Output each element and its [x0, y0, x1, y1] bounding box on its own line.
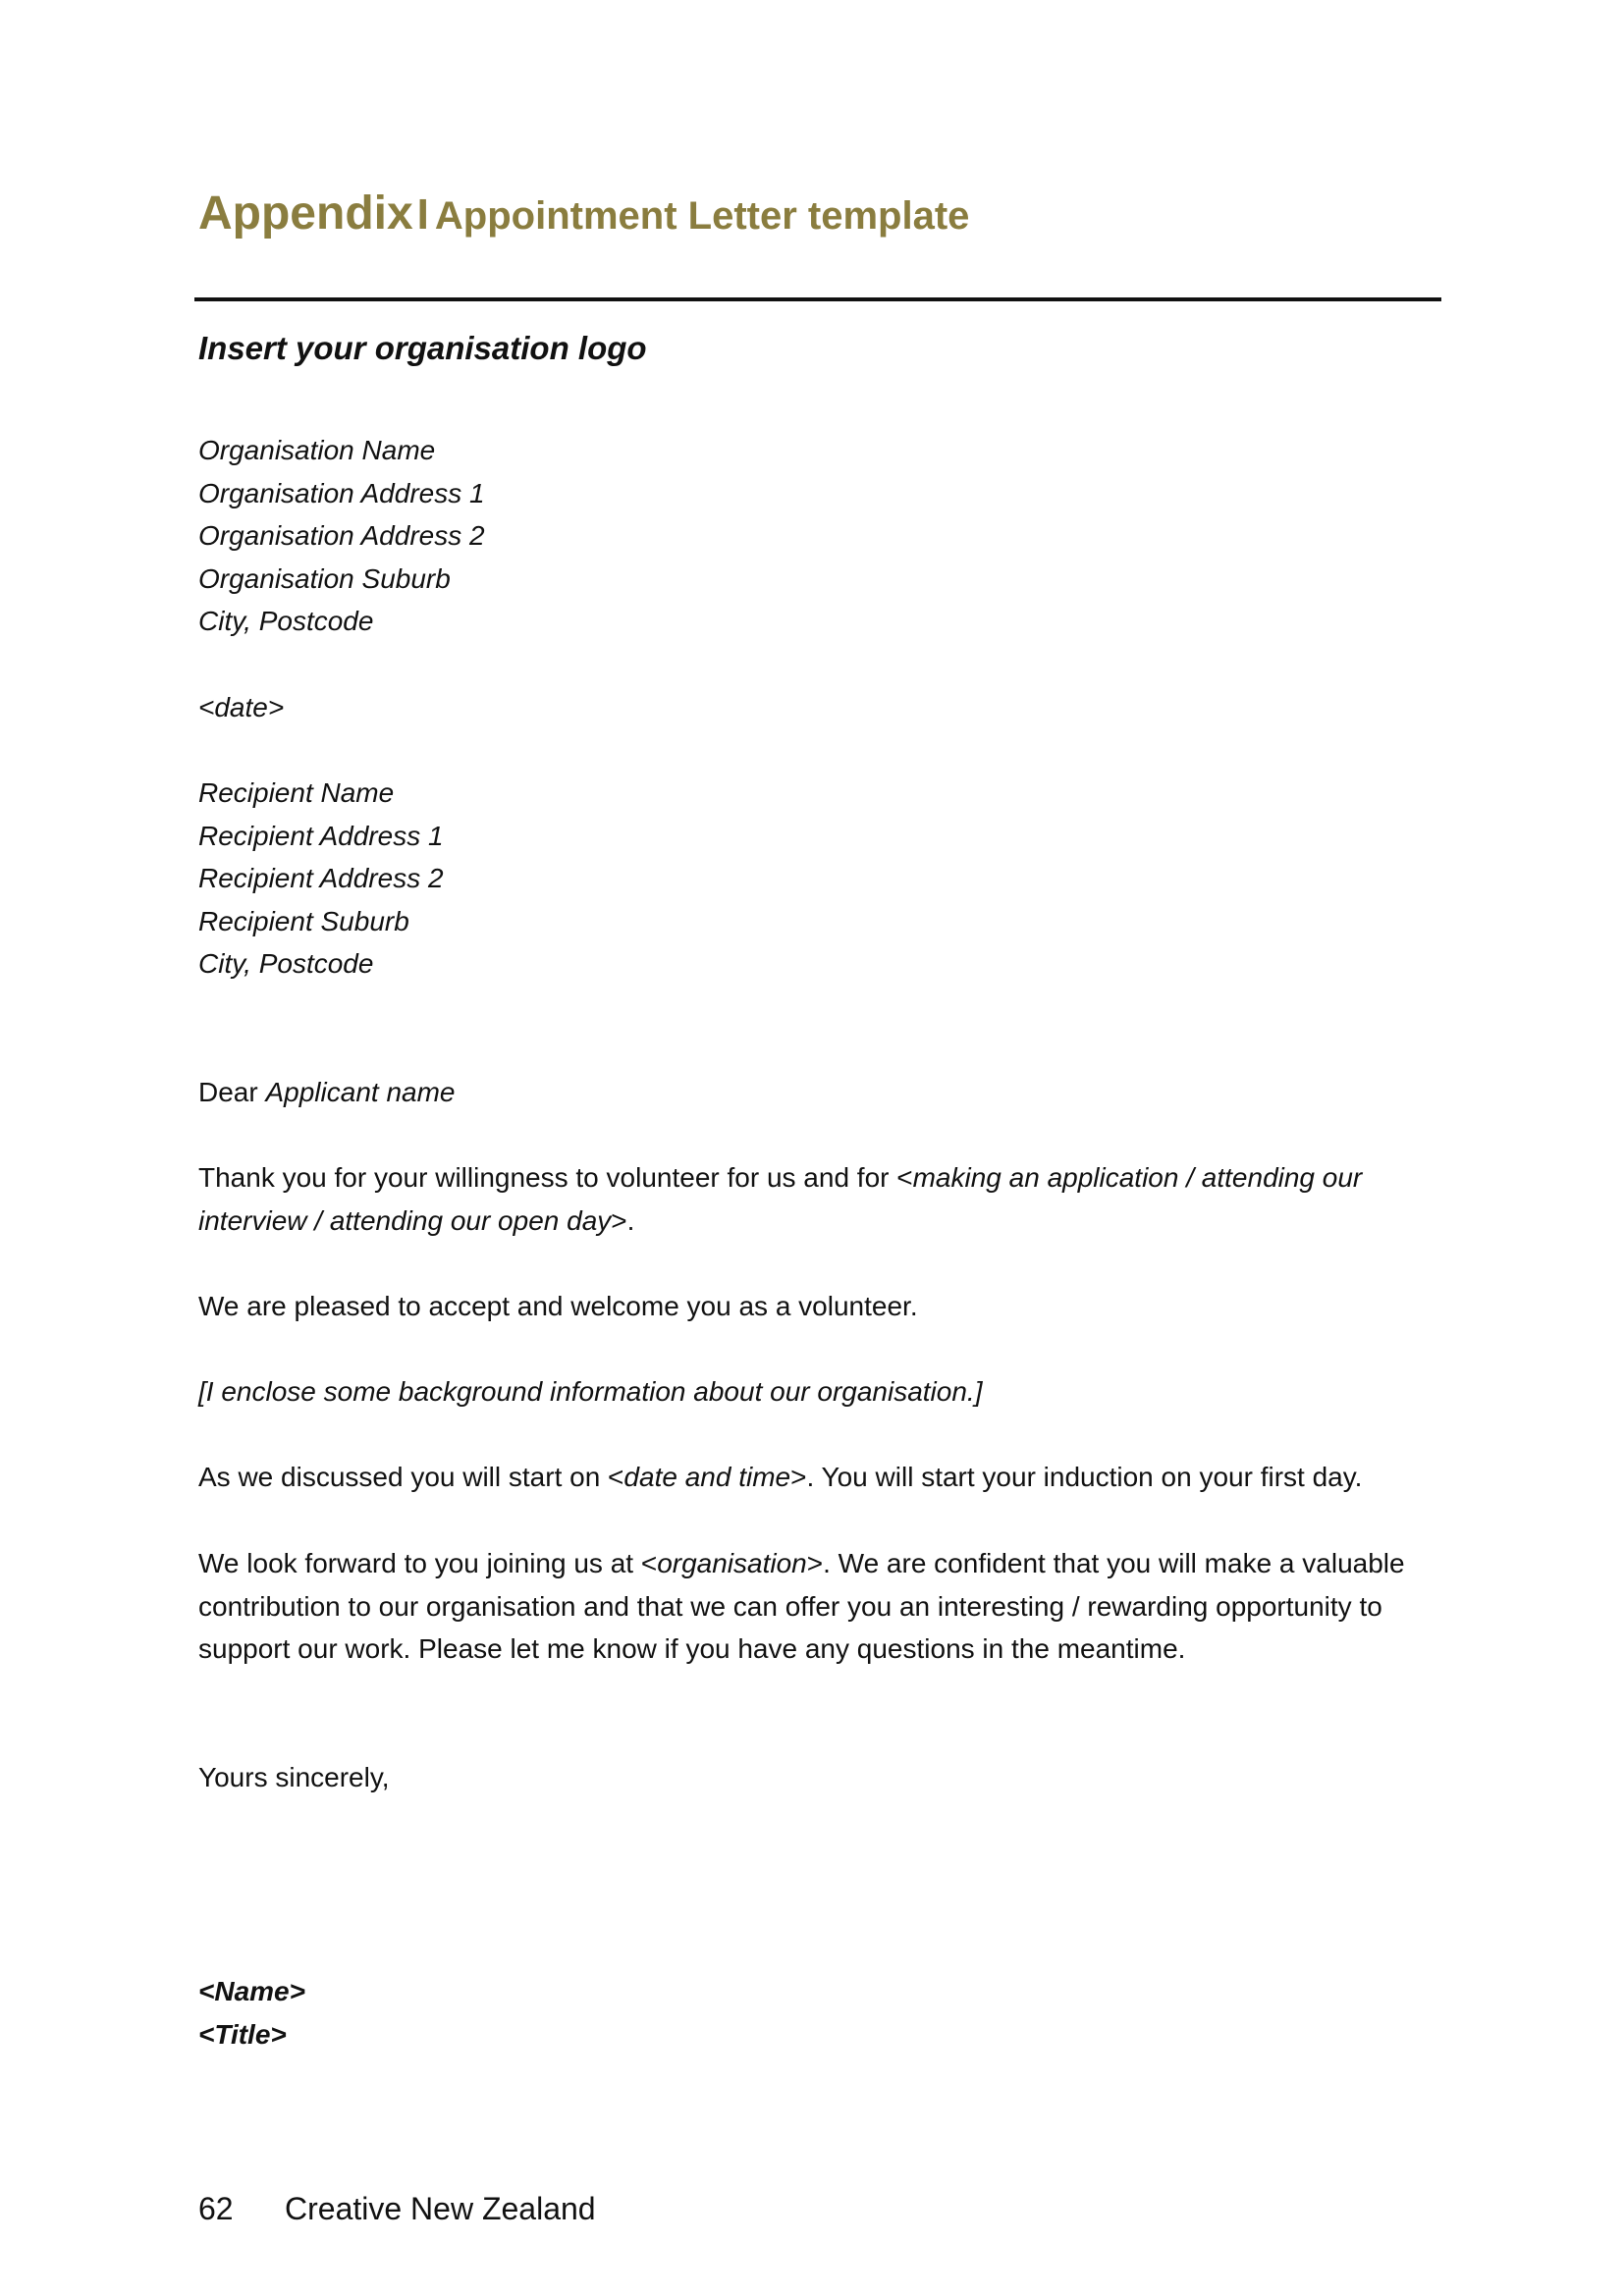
paragraph-thanks-placeholder: making an application / attending our interview / attending our open day	[198, 1162, 1363, 1236]
recipient-suburb: Recipient Suburb	[198, 905, 409, 936]
paragraph-start-date	[198, 1456, 1435, 1499]
signature-name: <Name>	[198, 1976, 305, 2006]
paragraph-thanks-end: >.	[611, 1204, 635, 1236]
page-number: 62	[198, 2191, 234, 2226]
date-placeholder: <date>	[198, 692, 285, 722]
paragraph-welcome: We are pleased to accept and welcome you as a volunteer.	[198, 1291, 918, 1321]
closing: Yours sincerely,	[198, 1762, 390, 1792]
paragraph-enclosure: [I enclose some background information about our organisation.]	[198, 1376, 983, 1407]
heading-divider	[194, 297, 1441, 301]
recipient-address-block	[198, 772, 444, 986]
recipient-name: Recipient Name	[198, 777, 395, 808]
paragraph-joining-end: >. We are confident that you will make a valuable contribution to our organisation and that we can offer you an interesting / rewarding opportunity to support our work. Please let me know if you have any questions in the meantime.	[198, 1548, 1405, 1665]
recipient-address-line-1: Recipient Address 1	[198, 820, 444, 851]
paragraph-start-end: >. You will start your induction on your first day.	[790, 1462, 1363, 1492]
paragraph-joining	[198, 1542, 1435, 1671]
logo-placeholder: Insert your organisation logo	[198, 330, 647, 366]
signature-title: <Title>	[198, 2018, 287, 2050]
organisation-name: Organisation Name	[198, 435, 436, 465]
paragraph-thanks	[198, 1156, 1435, 1242]
footer-publisher: Creative New Zealand	[285, 2191, 596, 2226]
signature-block	[198, 1970, 305, 2056]
page-footer	[198, 2191, 596, 2227]
organisation-address-line-1: Organisation Address 1	[198, 477, 485, 508]
salutation-greeting: Dear	[198, 1077, 258, 1107]
recipient-address-line-2: Recipient Address 2	[198, 863, 444, 894]
organisation-address-block	[198, 429, 485, 643]
salutation	[198, 1071, 456, 1114]
salutation-name: Applicant name	[265, 1077, 456, 1107]
paragraph-joining-placeholder: organisation	[657, 1548, 807, 1578]
organisation-address-line-2: Organisation Address 2	[198, 520, 485, 552]
organisation-city-postcode: City, Postcode	[198, 606, 374, 637]
organisation-suburb: Organisation Suburb	[198, 562, 451, 594]
appendix-label: Appendix	[198, 187, 413, 240]
recipient-city-postcode: City, Postcode	[198, 948, 374, 980]
appendix-heading	[198, 187, 969, 240]
paragraph-start-placeholder: date and time	[623, 1462, 791, 1492]
paragraph-start-text: As we discussed you will start on <	[198, 1462, 624, 1492]
appendix-title: Appointment Letter template	[434, 194, 970, 238]
appendix-letter: I	[416, 190, 429, 239]
paragraph-thanks-text: Thank you for your willingness to volunteer for us and for <	[198, 1162, 913, 1193]
paragraph-joining-text: We look forward to you joining us at <	[198, 1548, 658, 1578]
